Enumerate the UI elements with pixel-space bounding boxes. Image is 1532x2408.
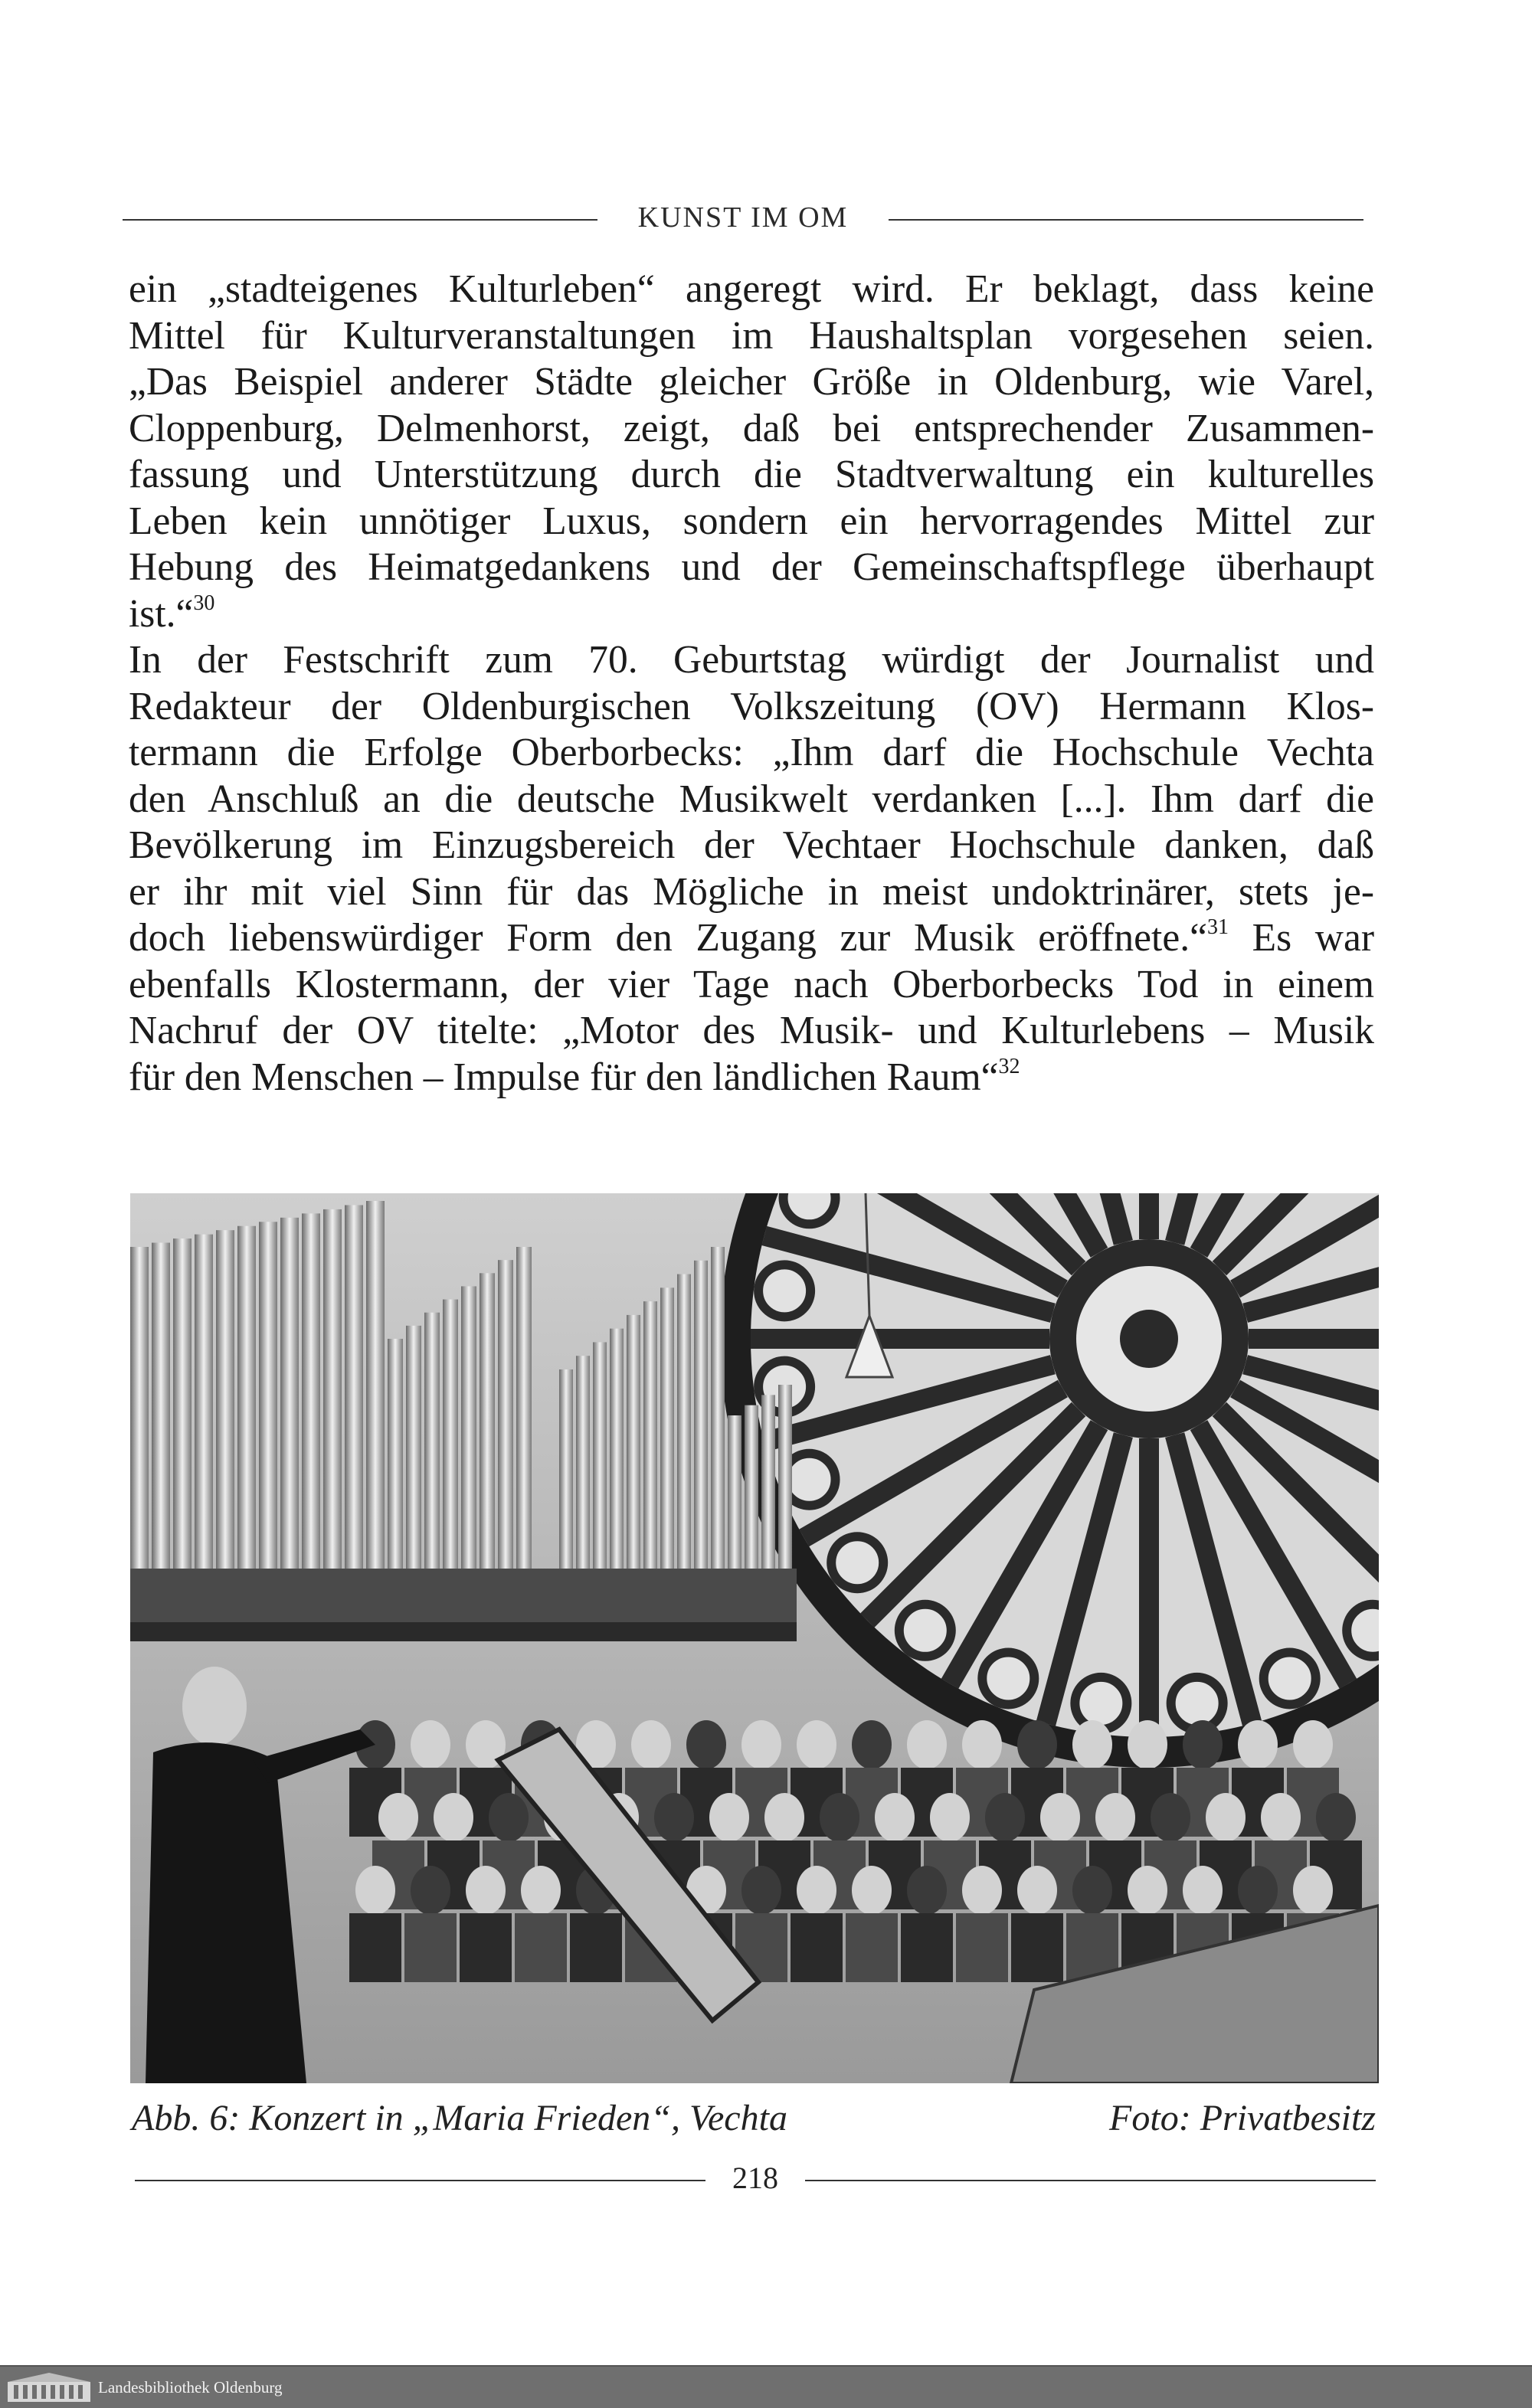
body-line-text: Mittel für Kulturveranstaltungen im Haushaltsplan vorgesehen seien. xyxy=(129,313,1374,358)
body-line xyxy=(129,452,1374,499)
body-line xyxy=(129,267,1374,313)
footnote-marker: 31 xyxy=(1206,915,1229,939)
running-header xyxy=(123,201,1363,239)
body-line xyxy=(129,359,1374,406)
body-line-text: für den Menschen – Impulse für den ländlichen Raum“ xyxy=(129,1055,999,1099)
body-line-text: „Das Beispiel anderer Städte gleicher Größe in Oldenburg, wie Varel, xyxy=(129,360,1374,404)
body-line-text: Redakteur der Oldenburgischen Volkszeitung (OV) Hermann Klos- xyxy=(129,684,1374,728)
body-line xyxy=(129,915,1374,962)
body-line-text: er ihr mit viel Sinn für das Mögliche in meist undoktrinärer, stets je- xyxy=(129,869,1374,914)
footnote-marker: 32 xyxy=(998,1054,1020,1078)
page-number: 218 xyxy=(732,2161,778,2195)
body-line xyxy=(129,684,1374,731)
body-line-text: Bevölkerung im Einzugsbereich der Vechtaer Hochschule danken, daß xyxy=(129,823,1374,867)
body-line xyxy=(129,406,1374,453)
body-line-text: doch liebenswürdiger Form den Zugang zur Musik eröffnete.“ xyxy=(129,916,1207,960)
body-line xyxy=(129,1008,1374,1055)
body-line-text: Leben kein unnötiger Luxus, sondern ein hervorragendes Mittel zur xyxy=(129,499,1374,543)
body-line xyxy=(129,823,1374,869)
body-line xyxy=(129,591,1374,638)
concert-photo-illustration xyxy=(130,1193,1379,2083)
folio xyxy=(135,2160,1376,2198)
folio-rule-right xyxy=(805,2180,1376,2181)
body-line-text: den Anschluß an die deutsche Musikwelt verdanken [...]. Ihm darf die xyxy=(129,777,1374,821)
body-text xyxy=(129,267,1374,1101)
body-line xyxy=(129,637,1374,684)
body-line xyxy=(129,730,1374,777)
body-line-text: Nachruf der OV titelte: „Motor des Musik- und Kulturlebens – Musik xyxy=(129,1009,1374,1052)
concert-photo xyxy=(130,1193,1379,2083)
running-title: KUNST IM OM xyxy=(637,201,849,234)
body-line-text: fassung und Unterstützung durch die Stadtverwaltung ein kulturelles xyxy=(129,453,1374,496)
body-line xyxy=(129,962,1374,1009)
body-line xyxy=(129,869,1374,916)
body-line-text: ebenfalls Klostermann, der vier Tage nach Oberborbecks Tod in einem xyxy=(129,962,1374,1006)
body-line-text: ist.“ xyxy=(129,591,194,636)
figure-caption xyxy=(132,2097,1376,2143)
library-name: Landesbibliothek Oldenburg xyxy=(98,2378,283,2397)
body-line-text: In der Festschrift zum 70. Geburtstag würdigt der Journalist und xyxy=(129,638,1374,682)
body-line-text: ein „stadteigenes Kulturleben“ angeregt wird. Er beklagt, dass keine xyxy=(129,267,1374,311)
body-line-text: Cloppenburg, Delmenhorst, zeigt, daß bei entsprechender Zusammen- xyxy=(129,406,1374,450)
library-building-icon xyxy=(6,2371,92,2403)
body-line-text: Hebung des Heimatgedankens und der Gemeinschaftspflege überhaupt xyxy=(129,545,1374,589)
caption-text: Abb. 6: Konzert in „Maria Frieden“, Vechta xyxy=(132,2098,787,2138)
body-line xyxy=(129,545,1374,591)
body-line-text: termann die Erfolge Oberborbecks: „Ihm darf die Hochschule Vechta xyxy=(129,731,1374,774)
library-footer-bar xyxy=(0,2365,1532,2408)
body-line-text: Es war xyxy=(1228,916,1374,960)
body-line xyxy=(129,313,1374,360)
body-line xyxy=(129,499,1374,545)
header-rule-right xyxy=(889,219,1363,221)
body-line xyxy=(129,1055,1374,1101)
body-line xyxy=(129,777,1374,823)
photo-credit: Foto: Privatbesitz xyxy=(1109,2098,1376,2138)
footnote-marker: 30 xyxy=(193,591,215,615)
